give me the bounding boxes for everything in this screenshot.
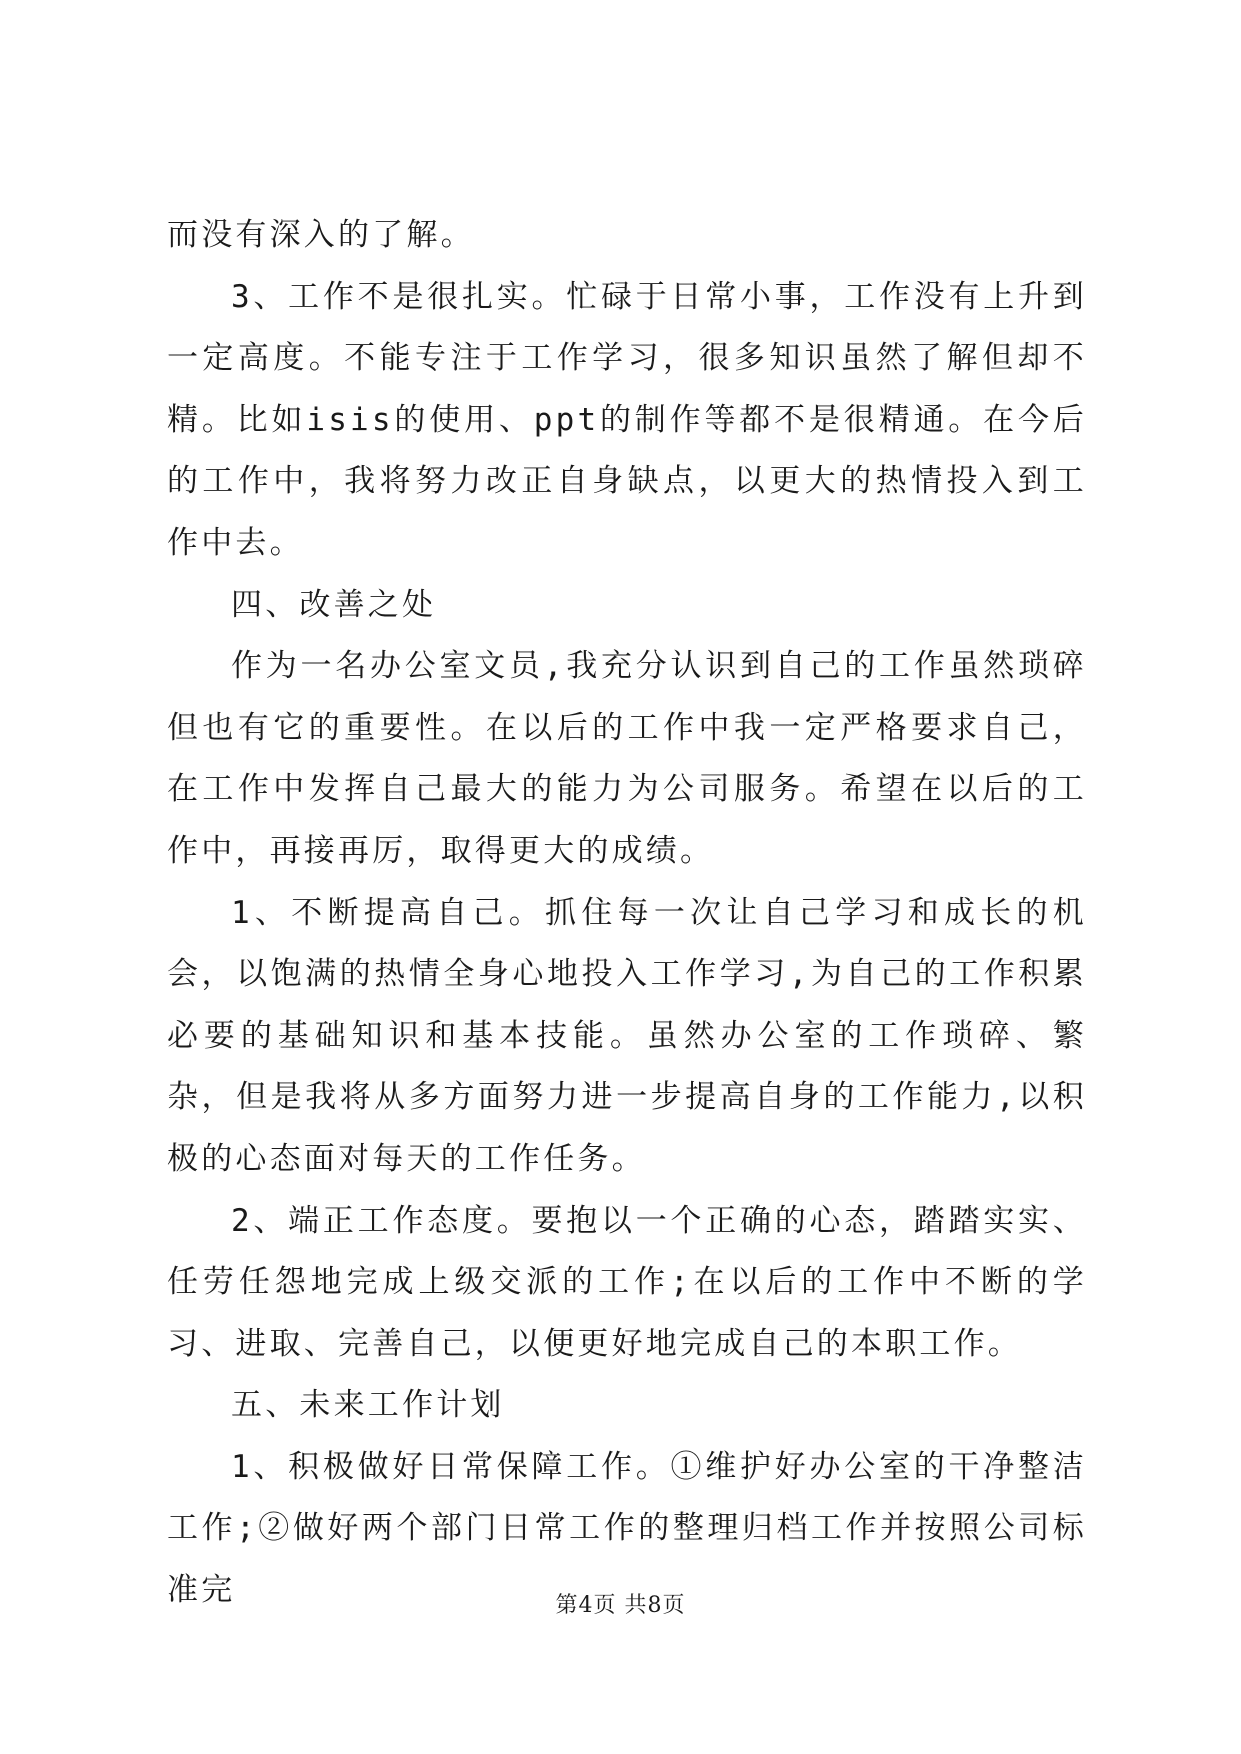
paragraph-improvements-intro: 作为一名办公室文员,我充分认识到自己的工作虽然琐碎但也有它的重要性。在以后的工作中我一定严格要求自己，在工作中发挥自己最大的能力为公司服务。希望在以后的工作中，再接再厉，取得更大的成绩。 [167, 648, 1087, 869]
document-body [167, 205, 1087, 1622]
paragraph-plan-1: 1、积极做好日常保障工作。①维护好办公室的干净整洁工作;②做好两个部门日常工作的整理归档工作并按照公司标准完 [167, 1448, 1087, 1609]
paragraph-continuation: 而没有深入的了解。 [167, 217, 475, 253]
paragraph-improvement-1: 1、不断提高自己。抓住每一次让自己学习和成长的机会，以饱满的热情全身心地投入工作学习,为自己的工作积累必要的基础知识和基本技能。虽然办公室的工作琐碎、繁杂，但是我将从多方面努力进一步提高自身的工作能力,以积极的心态面对每天的工作任务。 [167, 894, 1087, 1177]
paragraph-improvement-2: 2、端正工作态度。要抱以一个正确的心态，踏踏实实、任劳任怨地完成上级交派的工作;在以后的工作中不断的学习、进取、完善自己，以便更好地完成自己的本职工作。 [167, 1202, 1087, 1362]
paragraph-item-3: 3、工作不是很扎实。忙碌于日常小事，工作没有上升到一定高度。不能专注于工作学习，很多知识虽然了解但却不精。比如isis的使用、ppt的制作等都不是很精通。在今后的工作中，我将努力改正自身缺点，以更大的热情投入到工作中去。 [167, 278, 1087, 561]
section-heading-improvements: 四、改善之处 [231, 586, 437, 623]
page-number-footer: 第4页 共8页 [555, 1593, 686, 1618]
section-heading-future-plan: 五、未来工作计划 [231, 1387, 505, 1424]
